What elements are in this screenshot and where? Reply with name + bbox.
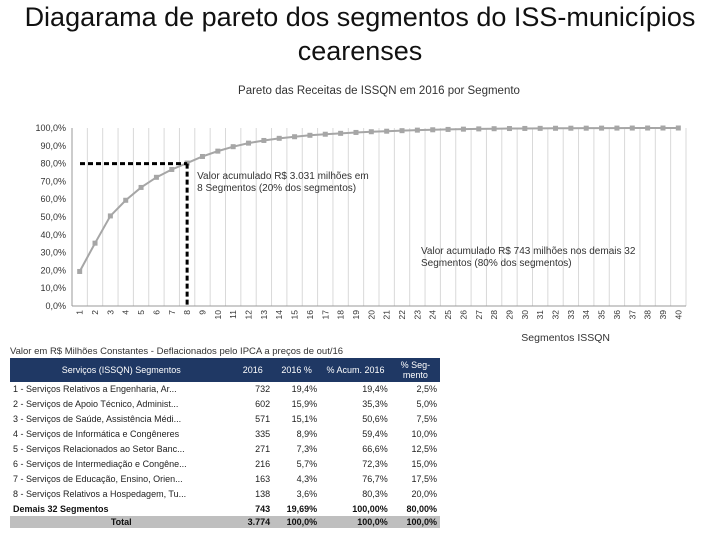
table-cell: 59,4% bbox=[362, 429, 388, 439]
table-cell: 100,0% bbox=[273, 516, 320, 528]
data-point bbox=[307, 133, 312, 138]
data-point bbox=[353, 130, 358, 135]
data-point bbox=[538, 126, 543, 131]
table-cell: 7,3% bbox=[296, 444, 318, 454]
x-tick-label: 19 bbox=[350, 310, 361, 320]
data-point bbox=[400, 128, 405, 133]
x-tick-label: 4 bbox=[120, 310, 131, 315]
pareto-chart bbox=[0, 78, 720, 346]
y-tick-label: 70,0% bbox=[40, 176, 66, 187]
y-tick-label: 60,0% bbox=[40, 194, 66, 205]
x-tick-label: 27 bbox=[473, 310, 484, 320]
x-tick-label: 14 bbox=[274, 310, 285, 320]
header-segment-percent: % Seg-mento bbox=[391, 358, 440, 382]
y-tick-label: 80,0% bbox=[40, 158, 66, 169]
x-tick-label: 17 bbox=[320, 310, 331, 320]
table-row bbox=[10, 442, 440, 457]
data-point bbox=[154, 175, 159, 180]
data-point bbox=[476, 126, 481, 131]
annotation-remaining-32-text: Segmentos (80% dos segmentos) bbox=[421, 258, 572, 269]
table-cell: 19,69% bbox=[286, 504, 318, 514]
x-tick-label: 35 bbox=[596, 310, 607, 320]
table-cell: 216 bbox=[255, 459, 271, 469]
table-row bbox=[10, 412, 440, 427]
table-cell: 15,0% bbox=[411, 459, 437, 469]
x-tick-label: 39 bbox=[657, 310, 668, 320]
annotation-top-8-text: Valor acumulado R$ 3.031 milhões em bbox=[197, 171, 369, 182]
x-tick-label: 25 bbox=[443, 310, 454, 320]
x-tick-label: 9 bbox=[197, 310, 208, 315]
data-point bbox=[645, 126, 650, 131]
annotation-remaining-32-text: Valor acumulado R$ 743 milhões nos demais 32 bbox=[421, 246, 636, 257]
x-tick-label: 8 bbox=[182, 310, 193, 315]
x-tick-label: 5 bbox=[136, 310, 147, 315]
data-point bbox=[630, 126, 635, 131]
x-tick-label: 16 bbox=[304, 310, 315, 320]
table-cell: 163 bbox=[255, 474, 271, 484]
x-tick-label: 40 bbox=[673, 310, 684, 320]
x-tick-label: 30 bbox=[519, 310, 530, 320]
table-cell: 743 bbox=[255, 504, 271, 514]
table-cell: 100,00% bbox=[352, 504, 388, 514]
table-row-total bbox=[10, 516, 440, 528]
table-cell: 7,5% bbox=[416, 414, 437, 424]
data-point bbox=[599, 126, 604, 131]
data-point bbox=[492, 126, 497, 131]
table-cell: 35,3% bbox=[362, 399, 388, 409]
table-cell: 80,3% bbox=[362, 489, 388, 499]
table-cell: 8 - Serviços Relativos a Hospedagem, Tu... bbox=[13, 489, 187, 499]
data-point bbox=[446, 127, 451, 132]
table-cell: 20,0% bbox=[411, 489, 437, 499]
table-cell: Total bbox=[10, 516, 232, 528]
data-point bbox=[123, 198, 128, 203]
table-cell: 2 - Serviços de Apoio Técnico, Administ... bbox=[13, 399, 179, 409]
data-point bbox=[584, 126, 589, 131]
x-tick-label: 22 bbox=[397, 310, 408, 320]
x-tick-label: 32 bbox=[550, 310, 561, 320]
data-point bbox=[139, 185, 144, 190]
y-tick-label: 100,0% bbox=[35, 123, 66, 133]
table-cell: 3.774 bbox=[232, 516, 273, 528]
y-tick-label: 0,0% bbox=[45, 301, 66, 311]
table-cell: 8,9% bbox=[296, 429, 318, 439]
data-point bbox=[522, 126, 527, 131]
table-cell: 10,0% bbox=[411, 429, 437, 439]
table-cell: 50,6% bbox=[362, 414, 388, 424]
data-point bbox=[614, 126, 619, 131]
y-tick-label: 50,0% bbox=[40, 212, 66, 222]
x-tick-label: 2 bbox=[90, 310, 101, 315]
x-tick-label: 29 bbox=[504, 310, 515, 320]
data-point bbox=[461, 127, 466, 132]
x-tick-label: 15 bbox=[289, 310, 300, 320]
header-accumulated-percent: % Acum. 2016 bbox=[320, 358, 391, 382]
table-caption: Valor em R$ Milhões Constantes - Deflacionados pelo IPCA a preços de out/16 bbox=[10, 346, 344, 357]
table-cell: 335 bbox=[255, 429, 271, 439]
x-tick-label: 33 bbox=[565, 310, 576, 320]
table-row bbox=[10, 382, 440, 397]
x-tick-label: 3 bbox=[105, 310, 116, 315]
x-tick-label: 31 bbox=[535, 310, 546, 320]
table-cell: 15,1% bbox=[291, 414, 318, 424]
chart-title: Pareto das Receitas de ISSQN em 2016 por Segmento bbox=[238, 85, 520, 97]
table-cell: 17,5% bbox=[411, 474, 437, 484]
y-tick-label: 10,0% bbox=[40, 283, 66, 294]
data-point bbox=[231, 144, 236, 149]
table-cell: 15,9% bbox=[291, 399, 318, 409]
x-tick-label: 6 bbox=[151, 310, 162, 315]
data-point bbox=[507, 126, 512, 131]
x-tick-label: 21 bbox=[381, 310, 392, 320]
header-2016-percent: 2016 % bbox=[273, 358, 320, 382]
data-point bbox=[246, 141, 251, 146]
x-tick-label: 38 bbox=[642, 310, 653, 320]
data-point bbox=[369, 129, 374, 134]
annotation-top-8-text: 8 Segmentos (20% dos segmentos) bbox=[197, 183, 357, 194]
x-tick-label: 23 bbox=[412, 310, 423, 320]
data-point bbox=[93, 241, 98, 246]
table-cell: 1 - Serviços Relativos a Engenharia, Ar... bbox=[13, 384, 177, 394]
slide-title bbox=[0, 0, 720, 68]
table-cell: 19,4% bbox=[362, 384, 388, 394]
x-tick-label: 26 bbox=[458, 310, 469, 320]
table-cell: 3 - Serviços de Saúde, Assistência Médi... bbox=[13, 414, 182, 424]
data-point bbox=[169, 167, 174, 172]
table-cell: 5,0% bbox=[416, 399, 437, 409]
data-point bbox=[108, 213, 113, 218]
data-point bbox=[676, 126, 681, 131]
data-point bbox=[384, 129, 389, 134]
table-cell: 66,6% bbox=[362, 444, 388, 454]
data-point bbox=[415, 128, 420, 133]
data-point bbox=[338, 131, 343, 136]
x-tick-label: 11 bbox=[228, 310, 239, 319]
table-cell: 3,6% bbox=[296, 489, 318, 499]
x-tick-label: 10 bbox=[212, 310, 223, 320]
x-tick-label: 24 bbox=[427, 310, 438, 320]
table-cell: 80,00% bbox=[406, 504, 437, 514]
table-row-demais bbox=[10, 502, 440, 516]
slide-title-line-2: cearenses bbox=[297, 36, 423, 66]
table-cell: 6 - Serviços de Intermediação e Congêne... bbox=[13, 459, 187, 469]
data-point bbox=[553, 126, 558, 131]
header-2016: 2016 bbox=[232, 358, 273, 382]
table-cell: 72,3% bbox=[362, 459, 388, 469]
x-axis-label: Segmentos ISSQN bbox=[521, 332, 610, 344]
table-row bbox=[10, 457, 440, 472]
x-tick-label: 13 bbox=[258, 310, 269, 320]
header-segment: Serviços (ISSQN) Segmentos bbox=[10, 358, 232, 382]
table-cell: 5 - Serviços Relacionados ao Setor Banc... bbox=[13, 444, 185, 454]
table-cell: 571 bbox=[255, 414, 271, 424]
table-row bbox=[10, 472, 440, 487]
y-tick-label: 40,0% bbox=[40, 229, 66, 240]
table-row bbox=[10, 487, 440, 502]
table-cell: 4,3% bbox=[296, 474, 318, 484]
x-tick-label: 1 bbox=[74, 310, 85, 315]
x-tick-label: 18 bbox=[335, 310, 346, 320]
table-cell: 4 - Serviços de Informática e Congêneres bbox=[13, 429, 180, 439]
table-cell: 19,4% bbox=[291, 384, 318, 394]
table-cell: 732 bbox=[255, 384, 271, 394]
data-point bbox=[77, 269, 82, 274]
data-point bbox=[200, 154, 205, 159]
table-cell: 138 bbox=[255, 489, 271, 499]
table-header-row bbox=[10, 358, 440, 382]
pareto-chart-svg bbox=[0, 78, 720, 346]
data-point bbox=[430, 127, 435, 132]
x-tick-label: 12 bbox=[243, 310, 254, 320]
slide-title-line-1: Diagarama de pareto dos segmentos do ISS-municípios bbox=[24, 2, 696, 32]
y-tick-label: 20,0% bbox=[40, 265, 66, 276]
table-cell: 100,0% bbox=[391, 516, 440, 528]
table-cell: 602 bbox=[255, 399, 271, 409]
table-cell: 5,7% bbox=[296, 459, 318, 469]
data-point bbox=[277, 136, 282, 141]
table-cell: Demais 32 Segmentos bbox=[13, 504, 109, 514]
x-tick-label: 7 bbox=[166, 310, 177, 315]
data-point bbox=[568, 126, 573, 131]
data-point bbox=[261, 138, 266, 143]
x-tick-label: 20 bbox=[366, 310, 377, 320]
x-tick-label: 28 bbox=[489, 310, 500, 320]
data-point bbox=[323, 132, 328, 137]
x-tick-label: 37 bbox=[627, 310, 638, 320]
table-row bbox=[10, 427, 440, 442]
data-point bbox=[292, 134, 297, 139]
table-row bbox=[10, 397, 440, 412]
data-point bbox=[215, 149, 220, 154]
table-cell: 7 - Serviços de Educação, Ensino, Orien... bbox=[13, 474, 183, 484]
segment-table-section bbox=[10, 346, 440, 528]
segment-table bbox=[10, 358, 440, 528]
x-tick-label: 36 bbox=[611, 310, 622, 320]
y-tick-label: 30,0% bbox=[40, 247, 66, 258]
table-cell: 76,7% bbox=[362, 474, 388, 484]
table-cell: 2,5% bbox=[416, 384, 437, 394]
table-cell: 271 bbox=[255, 444, 271, 454]
table-cell: 100,0% bbox=[320, 516, 391, 528]
y-tick-label: 90,0% bbox=[40, 140, 66, 151]
table-cell: 12,5% bbox=[411, 444, 437, 454]
data-point bbox=[660, 126, 665, 131]
x-tick-label: 34 bbox=[581, 310, 592, 320]
